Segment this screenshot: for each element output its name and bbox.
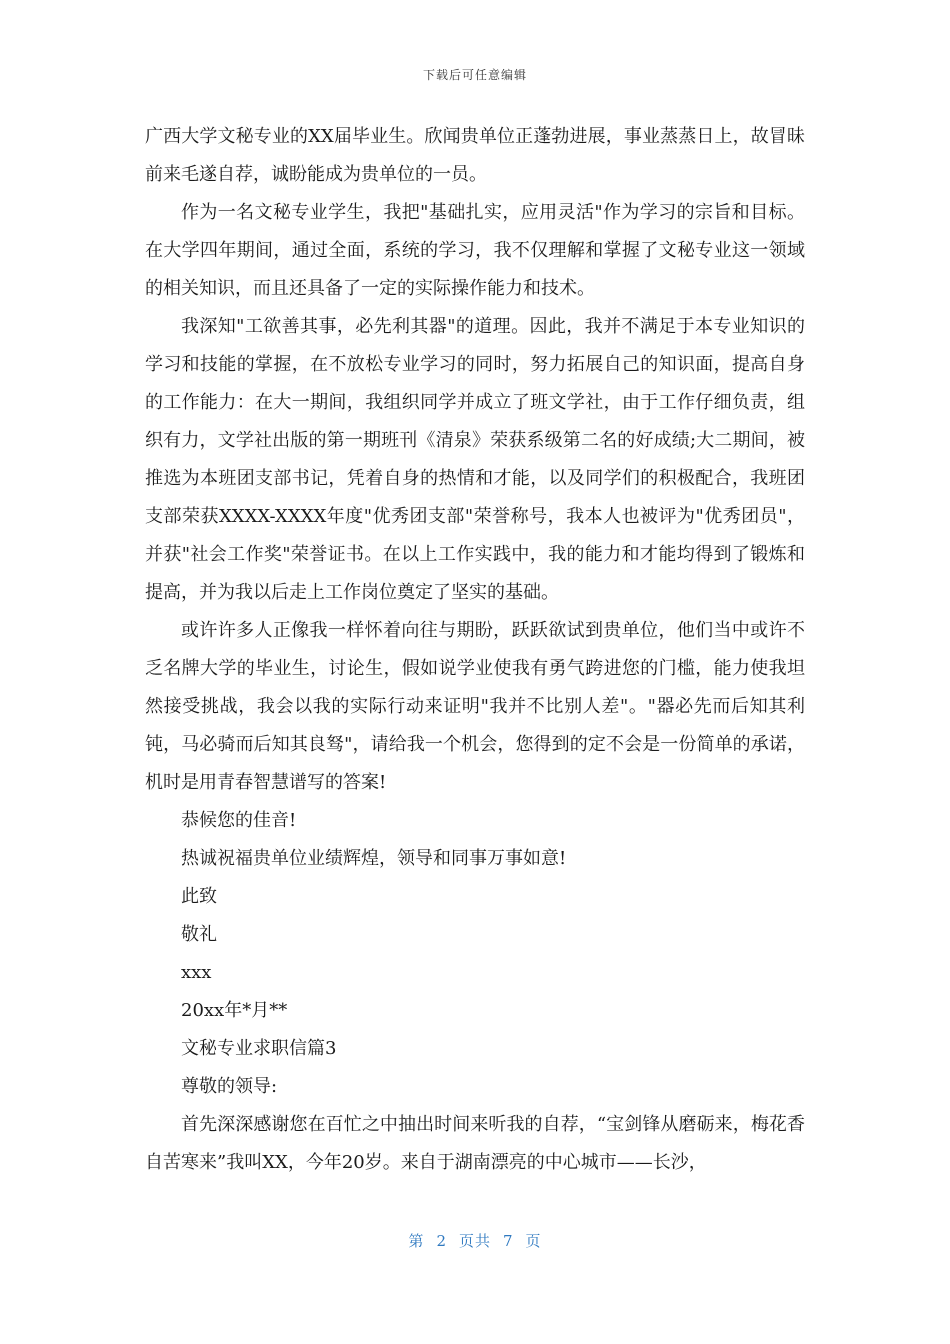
page-footer [0,1230,950,1251]
footer-total-pages: 7 [503,1232,514,1250]
page-header: 下载后可任意编辑 [422,68,527,82]
document-body [145,118,805,1182]
signature-date: 20xx年*月** [181,1000,288,1021]
section-title: 文秘专业求职信篇3 [181,1038,337,1059]
paragraph-experience: 我深知"工欲善其事，必先利其器"的道理。因此，我并不满足于本专业知识的学习和技能的掌握，在不放松专业学习的同时，努力拓展自己的知识面，提高自身的工作能力：在大一期间，我组织同学并成立了班文学社，由于工作仔细负责，组织有力，文学社出版的第一期班刊《清泉》荣获系级第二名的好成绩;大二期间，被推选为本班团支部书记，凭着自身的热情和才能，以及同学们的积极配合，我班团支部荣获XXXX-XXXX年度"优秀团支部"荣誉称号，我本人也被评为"优秀团员"，并获"社会工作奖"荣誉证书。在以上工作实践中，我的能力和才能均得到了锻炼和提高，并为我以后走上工作岗位奠定了坚实的基础。 [145,316,805,603]
footer-suffix: 页 [525,1232,542,1250]
closing-wish: 热诚祝福贵单位业绩辉煌，领导和同事万事如意! [181,848,567,869]
salutation: 尊敬的领导: [181,1076,278,1097]
closing-salute-2: 敬礼 [181,924,217,945]
closing-salute-1: 此致 [181,886,217,907]
closing-await: 恭候您的佳音! [181,810,297,831]
footer-middle: 页共 [458,1232,491,1250]
footer-page-number: 2 [436,1232,447,1250]
paragraph-intro: 首先深深感谢您在百忙之中抽出时间来听我的自荐，“宝剑锋从磨砺来，梅花香自苦寒来”我叫XX，今年20岁。来自于湖南漂亮的中心城市——长沙， [145,1114,805,1173]
signature-name: xxx [181,962,212,983]
paragraph-continued: 广西大学文秘专业的XX届毕业生。欣闻贵单位正蓬勃进展，事业蒸蒸日上，故冒昧前来毛遂自荐，诚盼能成为贵单位的一员。 [145,126,805,185]
paragraph-study-aim: 作为一名文秘专业学生，我把"基础扎实，应用灵活"作为学习的宗旨和目标。在大学四年期间，通过全面，系统的学习，我不仅理解和掌握了文秘专业这一领域的相关知识，而且还具备了一定的实际操作能力和技术。 [145,202,805,299]
footer-prefix: 第 [408,1232,425,1250]
paragraph-request: 或许许多人正像我一样怀着向往与期盼，跃跃欲试到贵单位，他们当中或许不乏名牌大学的毕业生，讨论生，假如说学业使我有勇气跨进您的门槛，能力使我坦然接受挑战，我会以我的实际行动来证明"我并不比别人差"。"器必先而后知其利钝，马必骑而后知其良驽"，请给我一个机会，您得到的定不会是一份简单的承诺，机时是用青春智慧谱写的答案! [145,620,805,793]
